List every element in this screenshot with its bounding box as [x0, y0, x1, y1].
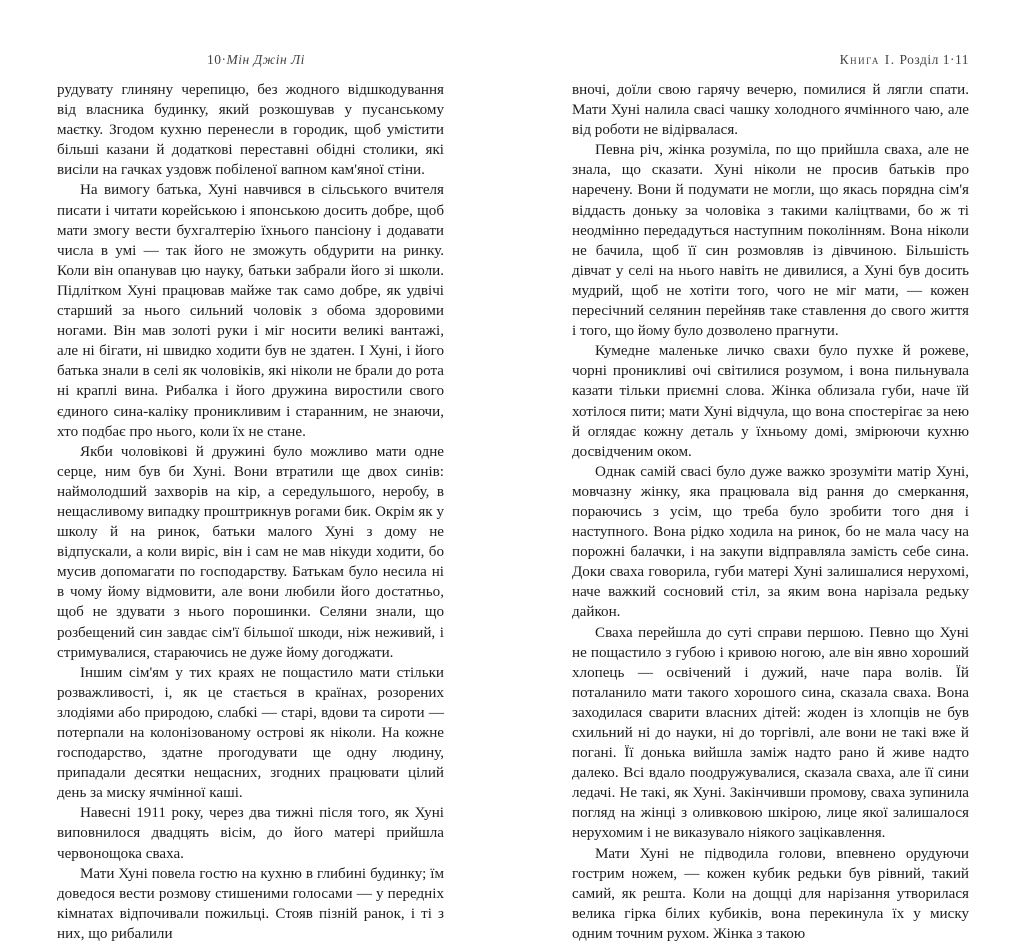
- paragraph: На вимогу батька, Хуні навчився в сільського вчителя писати і читати корейською і японською досить добре, щоб мати змогу вести бухгалтерію їхнього пансіону і додавати числа в умі — так його не зможуть обдурити на ринку. Коли він опанував цю науку, батьки забрали його зі школи. Підлітком Хуні працював майже так само добре, як удвічі старший за нього сильний чоловік з обома здоровими ногами. Він мав золоті руки і міг носити великі вантажі, але ні бігати, ні швидко ходити був не здатен. І Хуні, і його батька знали в селі як чоловіків, які ніколи не брали до рота ні краплі вина. Рибалка і його дружина виростили свого єдиного сина-каліку проникливим і старанним, не знаючи, хто подбає про нього, коли їх не стане.: [57, 182, 444, 440]
- left-page-body: [57, 80, 444, 944]
- paragraph: Мати Хуні не підводила голови, впевнено орудуючи гострим ножем, — кожен кубик редьки був рівний, такий самий, як решта. Коли на дощці для нарізання утворилася велика гірка білих кубиків, вона перекинула їх у миску одним точним рухом. Жінка з такою: [572, 845, 969, 942]
- right-page-body: [572, 80, 969, 944]
- running-head-author: Мін Джін Лі: [226, 52, 305, 67]
- paragraph: Кумедне маленьке личко свахи було пухке й рожеве, чорні проникливі очі світилися розумом, і вона пильнувала казати тільки приємні слова. Жінка облизала губи, наче їй хотілося пити; мати Хуні відчула, що вона спостерігає за нею й оглядає кожну деталь у їхньому домі, змірюючи кухню досвідченим оком.: [572, 343, 969, 460]
- right-page-number: 11: [955, 52, 969, 67]
- paragraph: Мати Хуні повела гостю на кухню в глибині будинку; їм доведося вести розмову стишеними голосами — у передніх кімнатах відпочивали пожильці. Стояв пізній ранок, і ті з них, що рибалили: [57, 865, 444, 942]
- paragraph: Певна річ, жінка розуміла, по що прийшла сваха, але не знала, що сказати. Хуні ніколи не просив батьків про наречену. Вони й подумати не могли, що якась порядна сім'я віддасть доньку за чоловіка з такими каліцтвами, бо ж ті неодмінно передадуться наступним поколінням. Вона ніколи не бачила, щоб її син розмовляв із дівчиною. Більшість дівчат у селі на нього навіть не дивилися, а Хуні був досить мудрий, щоб не хотіти того, чого не міг мати, — кожен пересічний селянин перейняв таке ставлення до свого життя і того, що йому було дозволено прагнути.: [572, 142, 969, 340]
- paragraph: Навесні 1911 року, через два тижні після того, як Хуні виповнилося двадцять вісім, до його матері прийшла червонощока сваха.: [57, 805, 444, 862]
- right-page: [572, 0, 969, 942]
- left-page-number: 10: [207, 52, 222, 67]
- running-head-chapter: Розділ 1: [899, 52, 950, 67]
- paragraph: Однак самій свасі було дуже важко зрозуміти матір Хуні, мовчазну жінку, яка працювала від рання до смеркання, пораючись з усім, що треба було зробити того дня і наступного. Вона рідко ходила на ринок, бо не мала часу на порожні балачки, і на закупи відправляла замість себе сина. Доки сваха говорила, губи матері Хуні залишалися нерухомі, наче важкий сосновий стіл, за яким вона нарізала редьку дайкон.: [572, 463, 969, 621]
- paragraph: Сваха перейшла до суті справи першою. Певно що Хуні не пощастило з губою і кривою ногою, але він явно хороший хлопець — освічений і дужий, наче пара волів. Їй поталанило мати такого хорошого сина, сказала сваха. Вона заходилася сварити власних дітей: жоден із хлопців не був схильний ні до науки, ні до торгівлі, але вони не такі вже й погані. Її донька вийшла заміж надто рано й живе надто далеко. Всі вдало поодружувалися, сказала сваха, але її сини ледачі. Не такі, як Хуні. Закінчивши промову, сваха зупинила погляд на жінці з оливковою шкірою, лице якої залишалося нерухомим і не виказувало ніякого зацікавлення.: [572, 624, 969, 842]
- left-page: [57, 0, 444, 942]
- paragraph: рудувату глиняну черепицю, без жодного відшкодування від власника будинку, який розкошував у пусанському маєтку. Згодом кухню перенесли в городик, щоб умістити більші казани й додаткові переставні обідні столики, які висіли на гачках уздовж побіленої вапном кам'яної стіни.: [57, 82, 444, 179]
- paragraph: вночі, доїли свою гарячу вечерю, помилися й лягли спати. Мати Хуні налила свасі чашку холодного ячмінного чаю, але від роботи не відірвалася.: [572, 82, 969, 139]
- paragraph: Якби чоловікові й дружині було можливо мати одне серце, ним був би Хуні. Вони втратили ще двох синів: наймолодший захворів на кір, а середульшого, неробу, в нещасливому випадку проштрикнув рогами бик. Окрім як у школу й на ринок, батьки малого Хуні з дому не відпускали, а коли виріс, він і сам не мав нікуди ходити, бо мусив допомагати по господарству. Батькам було несила ні в чому йому відмовити, але вони любили його достатньо, щоб не здувати з нього порошинки. Селяни знали, що розбещений син завдає сім'ї більшої шкоди, ніж неживий, і стримувалися, стараючись не дуже йому догоджати.: [57, 443, 444, 661]
- left-running-head: [207, 52, 305, 68]
- right-running-head: [840, 52, 969, 68]
- running-head-separator: ·: [221, 52, 227, 67]
- running-head-separator: ·: [950, 52, 955, 67]
- running-head-book: Книга I.: [839, 52, 896, 67]
- paragraph: Іншим сім'ям у тих краях не пощастило мати стільки розважливості, і, як це стається в країнах, розорених злодіями або природою, слабкі — старі, вдови та сироти — потерпали на колонізованому острові як ніколи. На кожне господарство, здатне прогодувати ще одну людину, припадали десятки нещасних, згодних працювати цілий день за миску ячмінної каші.: [57, 664, 444, 802]
